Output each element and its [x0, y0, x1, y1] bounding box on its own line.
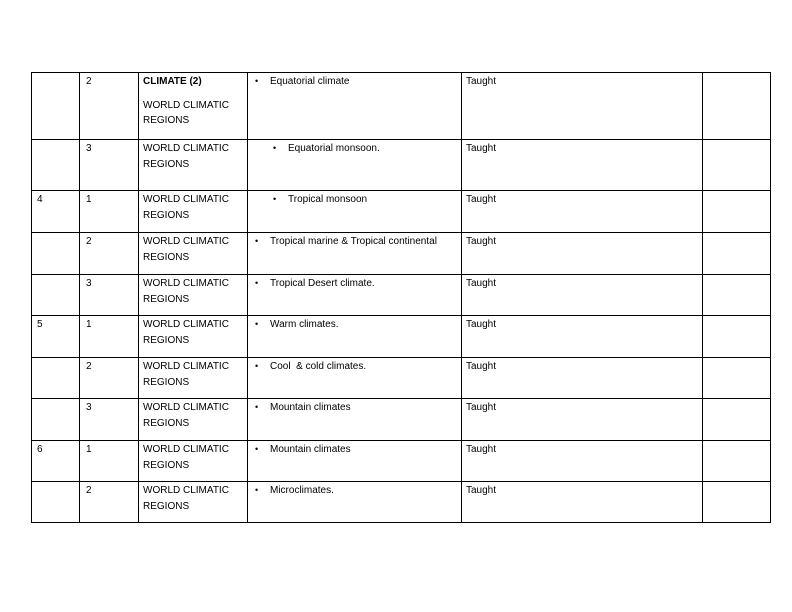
subtopic-item [252, 400, 457, 416]
status-cell: Taught [462, 140, 703, 191]
table-row [32, 358, 771, 399]
topic-cell [139, 441, 248, 482]
subtopic-text: Mountain climates [270, 444, 351, 455]
topic-text: WORLD CLIMATIC REGIONS [143, 361, 229, 388]
status-cell: Taught [462, 316, 703, 358]
topic-text: WORLD CLIMATIC REGIONS [143, 402, 229, 429]
table-row [32, 191, 771, 233]
bullet-icon: • [255, 361, 259, 371]
lesson-cell: 1 [80, 316, 139, 358]
topic-cell [139, 482, 248, 523]
subtopic-item [252, 442, 457, 458]
remarks-cell [703, 399, 771, 441]
remarks-cell [703, 73, 771, 140]
week-cell [32, 73, 80, 140]
topic-text: WORLD CLIMATIC REGIONS [143, 236, 229, 263]
scheme-of-work-table [31, 72, 771, 523]
lesson-cell: 3 [80, 140, 139, 191]
subtopic-item [252, 276, 457, 292]
subtopic-cell [248, 399, 462, 441]
bullet-icon: • [255, 485, 259, 495]
topic-cell [139, 233, 248, 275]
remarks-cell [703, 316, 771, 358]
subtopic-item [252, 234, 457, 250]
topic-heading: CLIMATE (2) [143, 76, 202, 87]
subtopic-cell [248, 441, 462, 482]
subtopic-item [252, 483, 457, 499]
bullet-icon: • [255, 76, 259, 86]
table-row [32, 140, 771, 191]
subtopic-text: Microclimates. [270, 485, 334, 496]
table-row [32, 233, 771, 275]
remarks-cell [703, 358, 771, 399]
week-cell [32, 482, 80, 523]
topic-cell [139, 316, 248, 358]
subtopic-cell [248, 73, 462, 140]
topic-cell [139, 399, 248, 441]
subtopic-text: Warm climates. [270, 319, 339, 330]
subtopic-text: Tropical monsoon [288, 194, 368, 205]
bullet-icon: • [273, 143, 277, 153]
lesson-cell: 1 [80, 441, 139, 482]
subtopic-cell [248, 482, 462, 523]
subtopic-text: Tropical marine & Tropical continental [270, 236, 437, 247]
status-cell: Taught [462, 399, 703, 441]
bullet-icon: • [255, 319, 259, 329]
lesson-cell: 2 [80, 358, 139, 399]
topic-text: WORLD CLIMATIC REGIONS [143, 278, 229, 305]
subtopic-cell [248, 233, 462, 275]
bullet-icon: • [255, 278, 259, 288]
lesson-cell: 3 [80, 275, 139, 316]
subtopic-item [252, 192, 457, 208]
status-cell: Taught [462, 482, 703, 523]
lesson-cell: 2 [80, 482, 139, 523]
subtopic-item [252, 359, 457, 375]
table-row [32, 441, 771, 482]
topic-text: WORLD CLIMATIC REGIONS [143, 99, 229, 126]
week-cell: 4 [32, 191, 80, 233]
status-cell: Taught [462, 191, 703, 233]
subtopic-cell [248, 191, 462, 233]
remarks-cell [703, 233, 771, 275]
topic-text: WORLD CLIMATIC REGIONS [143, 143, 229, 170]
lesson-cell: 3 [80, 399, 139, 441]
remarks-cell [703, 191, 771, 233]
week-cell [32, 140, 80, 191]
week-cell: 5 [32, 316, 80, 358]
status-cell: Taught [462, 358, 703, 399]
subtopic-cell [248, 316, 462, 358]
bullet-icon: • [255, 236, 259, 246]
topic-cell [139, 191, 248, 233]
subtopic-cell [248, 358, 462, 399]
table-body [32, 73, 771, 523]
topic-cell [139, 73, 248, 140]
table-row [32, 482, 771, 523]
status-cell: Taught [462, 275, 703, 316]
remarks-cell [703, 441, 771, 482]
subtopic-text: Mountain climates [270, 402, 351, 413]
week-cell [32, 399, 80, 441]
bullet-icon: • [273, 194, 277, 204]
lesson-cell: 2 [80, 233, 139, 275]
topic-text: WORLD CLIMATIC REGIONS [143, 444, 229, 471]
status-cell: Taught [462, 233, 703, 275]
table-row [32, 275, 771, 316]
topic-cell [139, 275, 248, 316]
topic-text: WORLD CLIMATIC REGIONS [143, 485, 229, 512]
subtopic-cell [248, 140, 462, 191]
table-row [32, 399, 771, 441]
subtopic-cell [248, 275, 462, 316]
topic-spacer [143, 90, 243, 98]
subtopic-text: Equatorial climate [270, 76, 350, 87]
status-cell: Taught [462, 73, 703, 140]
status-cell: Taught [462, 441, 703, 482]
remarks-cell [703, 140, 771, 191]
bullet-icon: • [255, 402, 259, 412]
topic-cell [139, 358, 248, 399]
subtopic-item [252, 141, 457, 157]
week-cell [32, 358, 80, 399]
remarks-cell [703, 482, 771, 523]
table-row [32, 316, 771, 358]
topic-text: WORLD CLIMATIC REGIONS [143, 194, 229, 221]
remarks-cell [703, 275, 771, 316]
subtopic-item [252, 74, 457, 90]
lesson-cell: 2 [80, 73, 139, 140]
subtopic-text: Cool & cold climates. [270, 361, 367, 372]
week-cell [32, 233, 80, 275]
week-cell [32, 275, 80, 316]
subtopic-text: Tropical Desert climate. [270, 278, 375, 289]
subtopic-text: Equatorial monsoon. [288, 143, 380, 154]
week-cell: 6 [32, 441, 80, 482]
topic-text: WORLD CLIMATIC REGIONS [143, 319, 229, 346]
subtopic-item [252, 317, 457, 333]
bullet-icon: • [255, 444, 259, 454]
topic-cell [139, 140, 248, 191]
table-row [32, 73, 771, 140]
lesson-cell: 1 [80, 191, 139, 233]
